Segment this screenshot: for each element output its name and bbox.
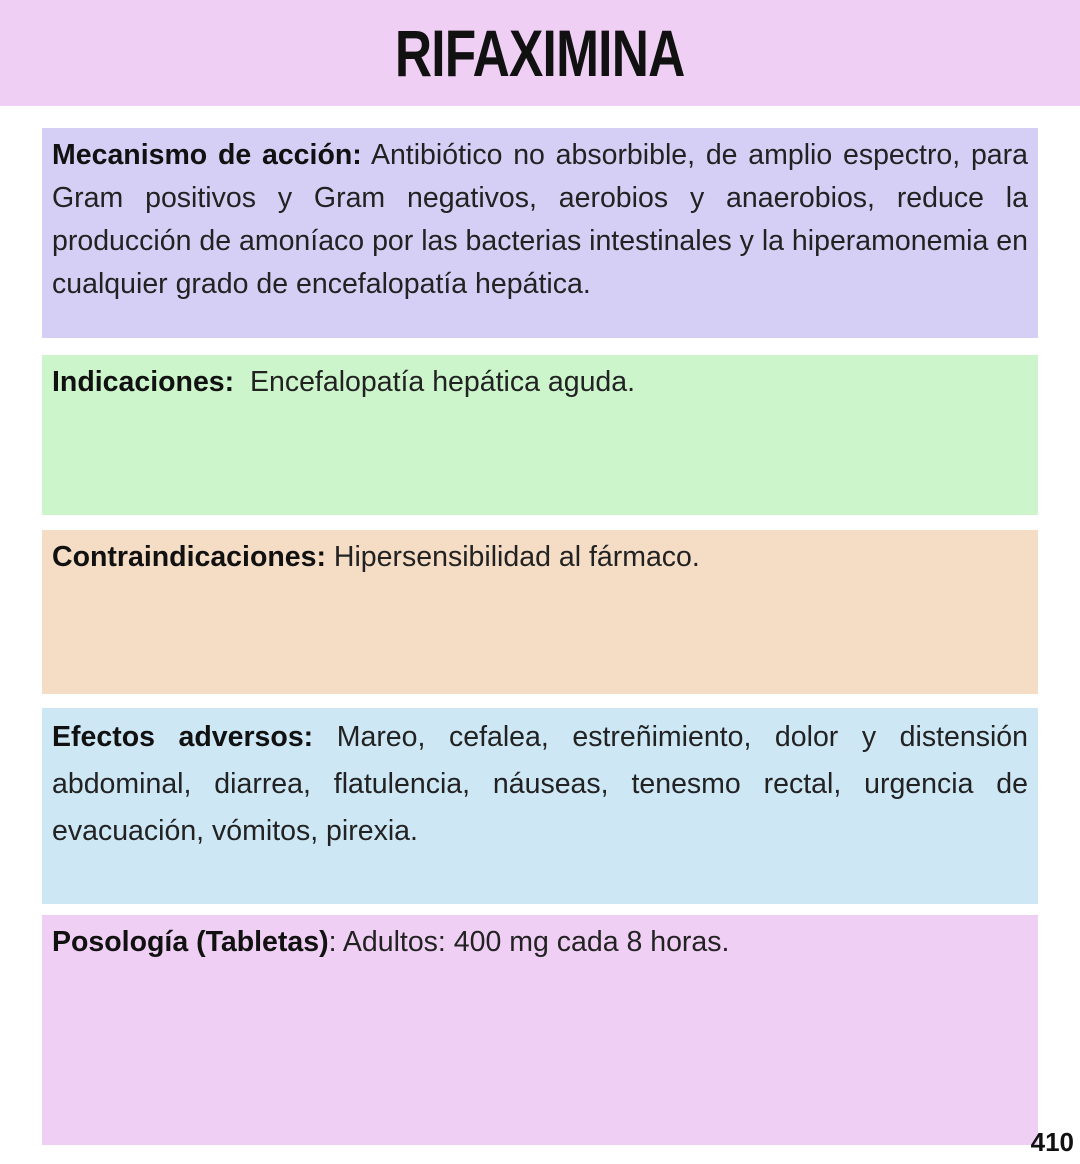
section-text: Antibiótico no absorbible, de amplio espectro, para Gram positivos y Gram negativos, aerobios y anaerobios, reduce la producción de amoníaco por las bacterias intestinales y la hiperamonemia en cualquier grado de encefalopatía hepática. xyxy=(52,139,1028,300)
title-banner xyxy=(0,0,1080,106)
section-text: : Adultos: 400 mg cada 8 horas. xyxy=(328,926,730,958)
section-mechanism xyxy=(42,128,1038,338)
section-label: Contraindicaciones: xyxy=(52,541,326,573)
page-number: 410 xyxy=(1030,1127,1074,1157)
section-contraindications xyxy=(42,530,1038,694)
section-adverse-effects xyxy=(42,708,1038,904)
section-dosage xyxy=(42,915,1038,1145)
section-label: Efectos adversos: xyxy=(52,721,314,753)
section-text: Encefalopatía hepática aguda. xyxy=(234,366,636,398)
section-text: Hipersensibilidad al fármaco. xyxy=(325,541,700,573)
section-label: Posología (Tabletas) xyxy=(52,926,329,958)
section-text: Mareo, cefalea, estreñimiento, dolor y distensión abdominal, diarrea, flatulencia, náuseas, tenesmo rectal, urgencia de evacuación, vómitos, pirexia. xyxy=(52,721,1028,847)
section-label: Mecanismo de acción: xyxy=(52,139,362,171)
page-title: RIFAXIMINA xyxy=(395,16,685,90)
section-label: Indicaciones: xyxy=(52,366,235,398)
section-indications xyxy=(42,355,1038,515)
